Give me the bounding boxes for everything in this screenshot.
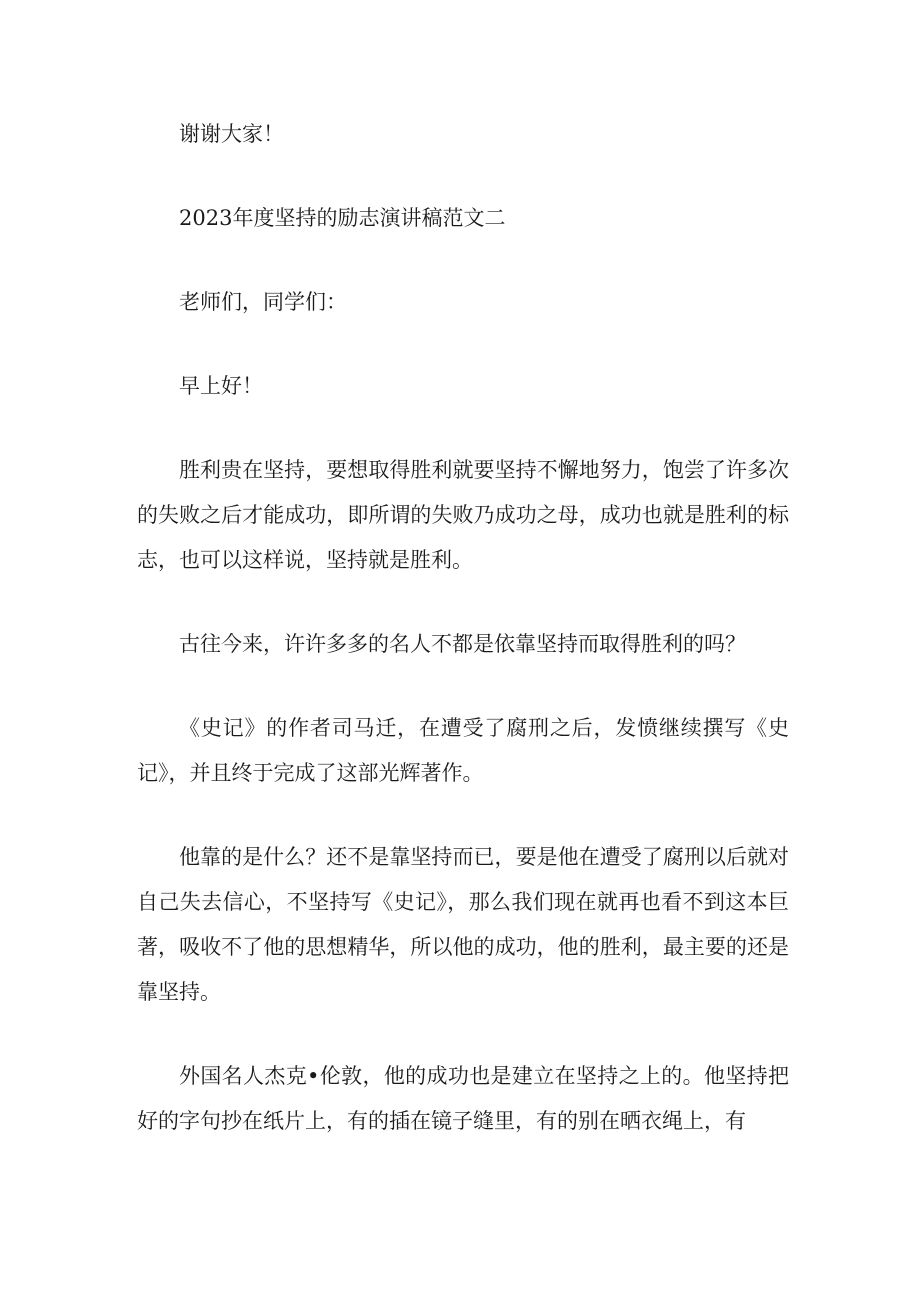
body-paragraph: 《史记》的作者司马迁，在遭受了腐刑之后，发愤继续撰写《史记》，并且终于完成了这部光辉著作。 [137,716,789,785]
salutation: 老师们，同学们： [179,290,347,314]
document-body [137,112,789,1144]
body-paragraph: 他靠的是什么？还不是靠坚持而已，要是他在遭受了腐刑以后就对自己失去信心，不坚持写《史记》，那么我们现在就再也看不到这本巨著，吸收不了他的思想精华，所以他的成功，他的胜利，最主要的还是靠坚持。 [137,845,789,1004]
body-paragraph: 胜利贵在坚持，要想取得胜利就要坚持不懈地努力，饱尝了许多次的失败之后才能成功，即所谓的失败乃成功之母，成功也就是胜利的标志，也可以这样说，坚持就是胜利。 [137,458,789,572]
speech-title: 2023年度坚持的励志演讲稿范文二 [179,206,506,230]
body-paragraph: 外国名人杰克•伦敦，他的成功也是建立在坚持之上的。他坚持把好的字句抄在纸片上，有的插在镜子缝里，有的别在晒衣绳上，有 [137,1064,789,1133]
closing-thanks: 谢谢大家！ [179,122,284,146]
greeting: 早上好！ [179,374,263,398]
body-paragraph: 古往今来，许许多多的名人不都是依靠坚持而取得胜利的吗？ [179,632,746,656]
